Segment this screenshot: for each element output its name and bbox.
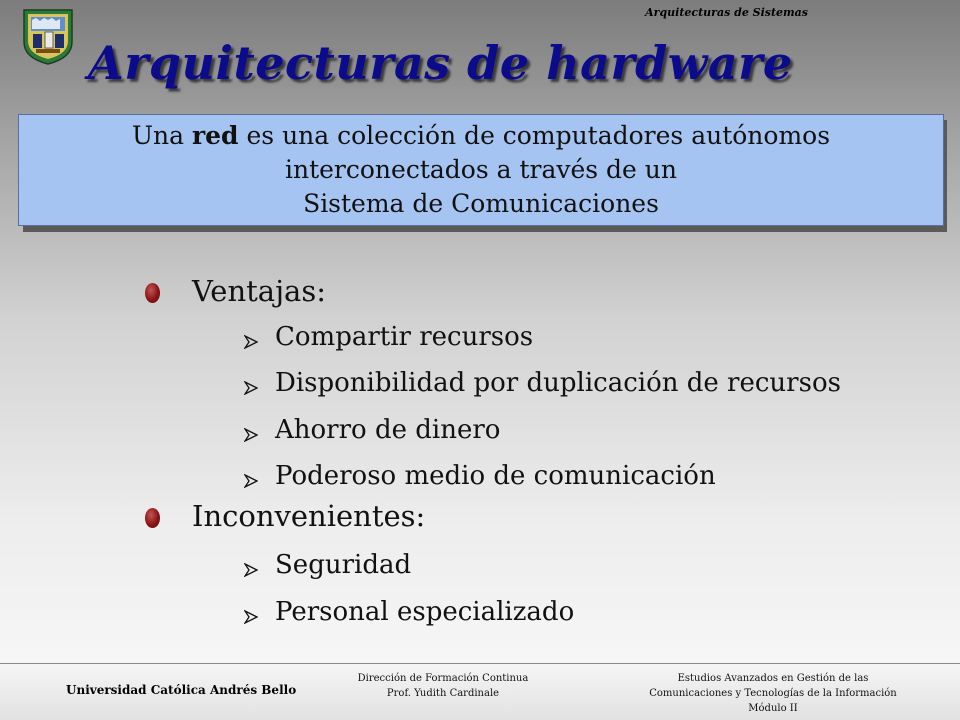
arrowhead-bullet-icon [244,563,258,577]
arrowhead-bullet-icon [244,335,258,349]
university-seal-icon [22,8,74,66]
list-item: Personal especializado [275,597,575,627]
footer-program-line-1: Estudios Avanzados en Gestión de las [677,673,869,684]
footer-module: Módulo II [748,703,798,714]
definition-line-3: Sistema de Comunicaciones [303,189,659,218]
list-item: Seguridad [275,550,412,580]
footer-program [628,671,918,716]
list-item: Disponibilidad por duplicación de recursos [275,368,841,398]
arrowhead-bullet-icon [244,428,258,442]
definition-keyword: red [191,121,239,150]
arrowhead-bullet-icon [244,610,258,624]
slide-title: Arquitecturas de hardware [88,36,793,90]
footer-department-line: Dirección de Formación Continua [357,673,529,684]
definition-line-1 [19,119,943,153]
section-label-ventajas: Ventajas: [192,274,326,308]
section-label-inconvenientes: Inconvenientes: [192,499,426,533]
red-oval-bullet-icon [145,508,160,528]
footer-professor: Prof. Yudith Cardinale [386,688,500,699]
arrowhead-bullet-icon [244,381,258,395]
list-item: Compartir recursos [275,322,534,352]
footer-divider [0,663,960,664]
footer-university: Universidad Católica Andrés Bello [66,683,297,697]
list-item: Ahorro de dinero [275,415,501,445]
definition-box [18,114,944,226]
definition-prefix: Una [131,121,192,150]
definition-line-2: interconectados a través de un [284,155,678,184]
definition-line-1-rest: es una colección de computadores autónomos [238,121,831,150]
arrowhead-bullet-icon [244,474,258,488]
list-item: Poderoso medio de comunicación [275,461,716,491]
footer-program-line-2: Comunicaciones y Tecnologías de la Información [649,688,897,699]
red-oval-bullet-icon [145,283,160,303]
header-caption: Arquitecturas de Sistemas [645,6,808,19]
footer-department [318,671,568,701]
